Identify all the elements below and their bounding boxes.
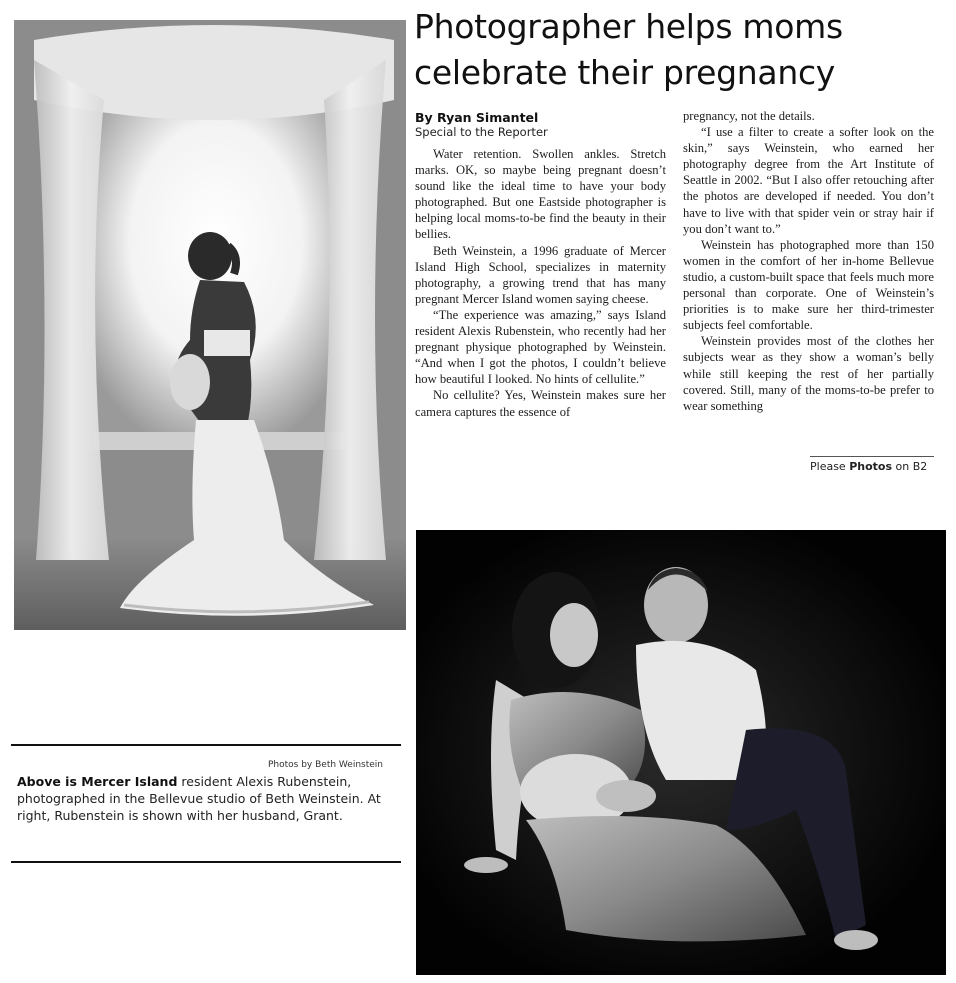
jump-line: [810, 460, 927, 473]
couple-photo: [416, 530, 946, 975]
paragraph: Beth Weinstein, a 1996 graduate of Mercer Island High School, specializes in maternity photography, a growing trend that has many pregnant Mercer Island women saying cheese.: [415, 243, 666, 306]
paragraph: Weinstein provides most of the clothes her subjects wear as they show a woman’s belly while still keeping the rest of her partially covered. Still, many of the moms-to-be prefer to wear something: [683, 334, 934, 413]
caption-rule-bottom: [11, 861, 401, 863]
paragraph: “The experience was amazing,” says Island resident Alexis Rubenstein, who recently had her pregnant physique photographed by Weinstein. “And when I got the photos, I couldn’t believe how beautiful I looked. No hints of cellulite.”: [415, 307, 666, 387]
article-column-1: [415, 146, 666, 420]
article-column-2: [683, 108, 934, 414]
paragraph: Water retention. Swollen ankles. Stretch marks. OK, so maybe being pregnant doesn’t sound like the ideal time to have your body photographed. But one Eastside photographer is helping local moms-to-be find the beauty in their bellies.: [415, 147, 666, 242]
caption-lead: Above is Mercer Island: [17, 774, 178, 789]
caption-text: resident Alexis Rubenstein, photographed in the Bellevue studio of Beth Weinstein. At right, Rubenstein is shown with her husband, Grant.: [17, 774, 381, 823]
photo-caption: [17, 773, 389, 824]
headline: Photographer helps moms celebrate their pregnancy: [414, 7, 843, 92]
byline-affiliation: Special to the Reporter: [415, 125, 548, 139]
paragraph: “I use a filter to create a softer look on the skin,” says Weinstein, who earned her photography degree from the Art Institute of Seattle in 2002. “But I also offer retouching after the photos are developed if needed. You don’t have to live with that spider vein or stray hair if you don’t want to.”: [683, 125, 934, 236]
byline: By Ryan Simantel: [415, 110, 539, 125]
maternity-window-photo: [14, 20, 406, 630]
paragraph: No cellulite? Yes, Weinstein makes sure her camera captures the essence of: [415, 388, 666, 419]
photo-credit: Photos by Beth Weinstein: [267, 760, 383, 770]
jump-page: on B2: [895, 460, 928, 473]
caption-rule-top: [11, 744, 401, 746]
paragraph: pregnancy, not the details.: [683, 109, 815, 123]
paragraph: Weinstein has photographed more than 150 women in the comfort of her in-home Bellevue studio, a custom-built space that feels much more personal than corporate. One of Weinstein’s priorities is to make sure her third-trimester subjects feel comfortable.: [683, 237, 934, 333]
jump-divider: [810, 456, 934, 457]
jump-keyword: Photos: [849, 460, 893, 473]
jump-prefix: Please: [810, 460, 846, 473]
